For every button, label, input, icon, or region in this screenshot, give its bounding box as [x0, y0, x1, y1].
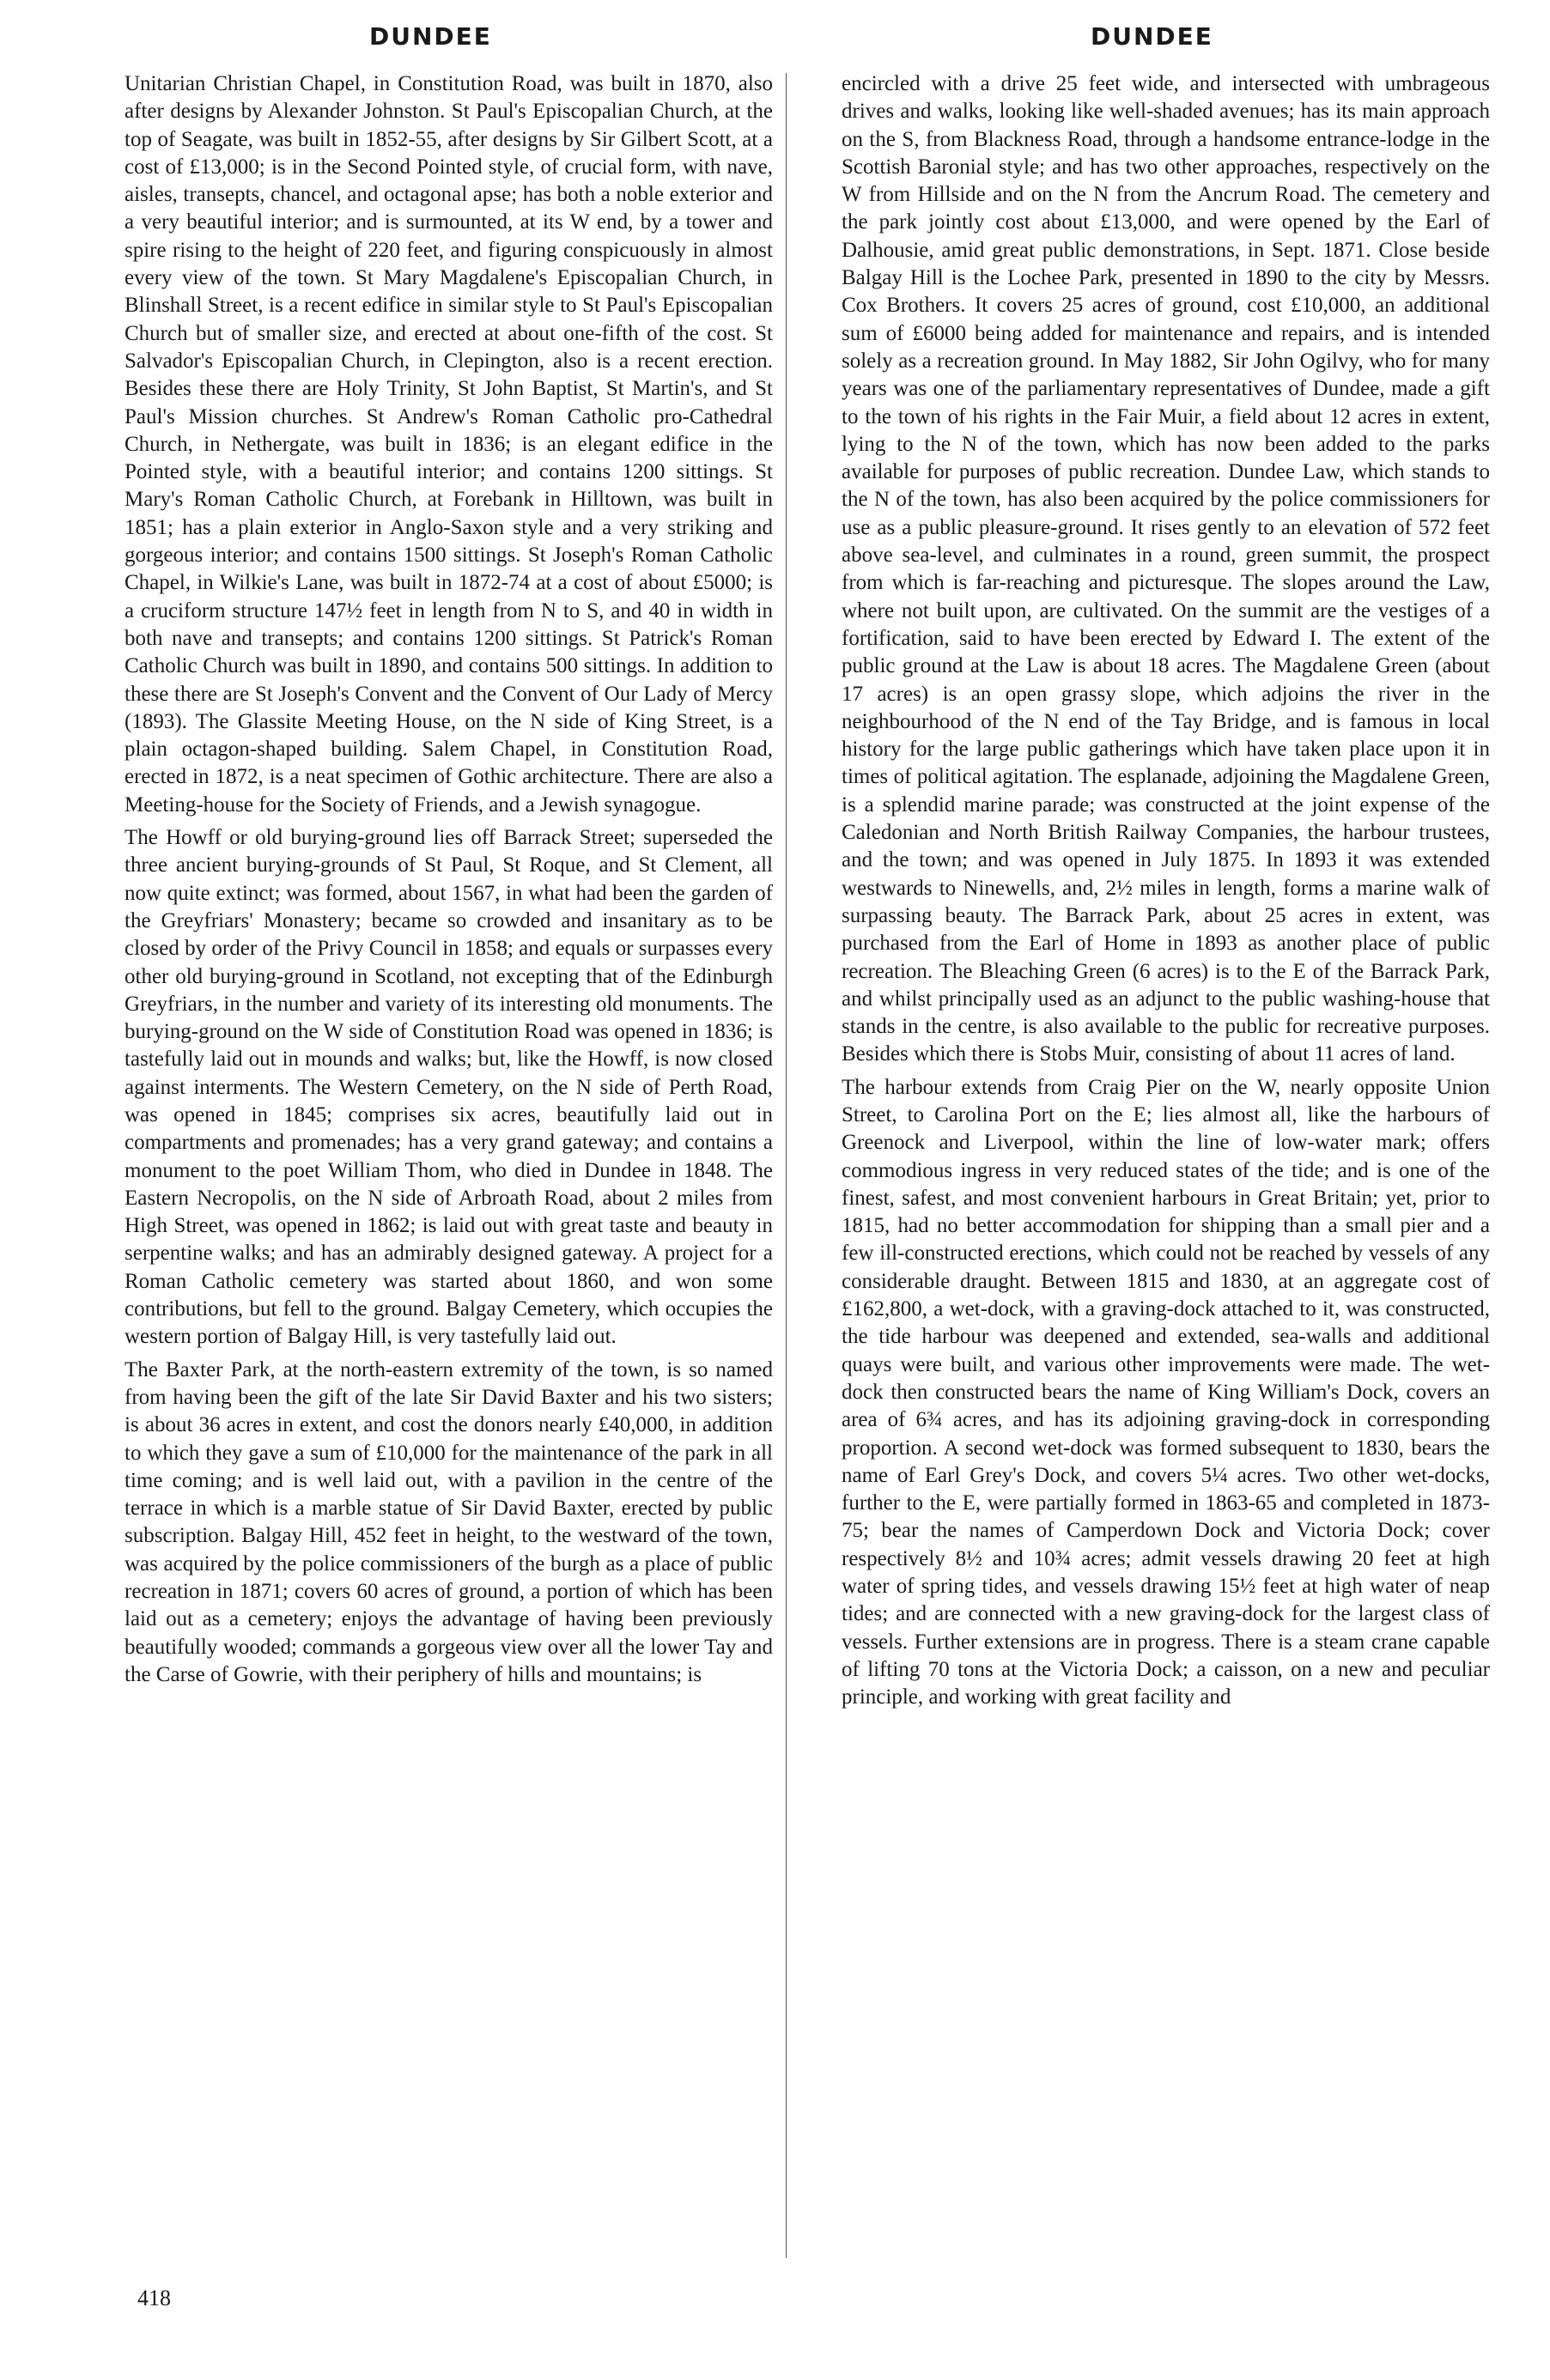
paragraph-harbour: The harbour extends from Craig Pier on the W, nearly opposite Union Street, to Carolina Port on the E; lies almost all, like the harbours of Greenock and Liverpool, within the line of low-water mark; offers commodious ingress in very reduced states of the tide; and is one of the finest, safest, and most convenient harbours in Great Britain; yet, prior to 1815, had no better accommodation for shipping than a small pier and a few ill-constructed erections, which could not be reached by vessels of any considerable draught. Between 1815 and 1830, at an aggregate cost of £162,800, a wet-dock, with a graving-dock attached to it, was constructed, the tide harbour was deepened and extended, sea-walls and additional quays were built, and various other improvements were made. The wet-dock then constructed bears the name of King William's Dock, covers an area of 6¾ acres, and has its adjoining graving-dock in corresponding proportion. A second wet-dock was formed subsequent to 1830, bears the name of Earl Grey's Dock, and covers 5¼ acres. Two other wet-docks, further to the E, were partially formed in 1863-65 and completed in 1873-75; bear the names of Camperdown Dock and Victoria Dock; cover respectively 8½ and 10¾ acres; admit vessels drawing 20 feet at high water of spring tides, and vessels drawing 15½ feet at high water of neap tides; and are connected with a new graving-dock for the largest class of vessels. Further extensions are in progress. There is a steam crane capable of lifting 70 tons at the Victoria Dock; a caisson, on a new and peculiar principle, and working with great facility and: [842, 1075, 1490, 1709]
running-head-left: DUNDEE: [369, 22, 492, 51]
left-column: [125, 70, 773, 2281]
text-columns: [125, 70, 1490, 2281]
running-head-right: DUNDEE: [1091, 22, 1213, 51]
paragraph-burying-grounds: The Howff or old burying-ground lies off Barrack Street; superseded the three ancient burying-grounds of St Paul, St Roque, and St Clement, all now quite extinct; was formed, about 1567, in what had been the garden of the Greyfriars' Monastery; became so crowded and insanitary as to be closed by order of the Privy Council in 1858; and equals or surpasses every other old burying-ground in Scotland, not excepting that of the Edinburgh Greyfriars, in the number and variety of its interesting old monuments. The burying-ground on the W side of Constitution Road was opened in 1836; is tastefully laid out in mounds and walks; but, like the Howff, is now closed against interments. The Western Cemetery, on the N side of Perth Road, was opened in 1845; comprises six acres, beautifully laid out in compartments and promenades; has a very grand gateway; and contains a monument to the poet William Thom, who died in Dundee in 1848. The Eastern Necropolis, on the N side of Arbroath Road, about 2 miles from High Street, was opened in 1862; is laid out with great taste and beauty in serpentine walks; and has an admirably designed gateway. A project for a Roman Catholic cemetery was started about 1860, and won some contributions, but fell to the ground. Balgay Cemetery, which occupies the western portion of Balgay Hill, is very tastefully laid out.: [125, 826, 773, 1349]
right-column: [842, 70, 1490, 2281]
running-header: [0, 22, 1550, 57]
paragraph-parks: encircled with a drive 25 feet wide, and intersected with umbrageous drives and walks, looking like well-shaded avenues; has its main approach on the S, from Blackness Road, through a handsome entrance-lodge in the Scottish Baronial style; and has two other approaches, respectively on the W from Hillside and on the N from the Ancrum Road. The cemetery and the park jointly cost about £13,000, and were opened by the Earl of Dalhousie, amid great public demonstrations, in Sept. 1871. Close beside Balgay Hill is the Lochee Park, presented in 1890 to the city by Messrs. Cox Brothers. It covers 25 acres of ground, cost £10,000, an additional sum of £6000 being added for maintenance and repairs, and is intended solely as a recreation ground. In May 1882, Sir John Ogilvy, who for many years was one of the parliamentary representatives of Dundee, made a gift to the town of his rights in the Fair Muir, a field about 12 acres in extent, lying to the N of the town, which has now been added to the parks available for purposes of public recreation. Dundee Law, which stands to the N of the town, has also been acquired by the police commissioners for use as a public pleasure-ground. It rises gently to an elevation of 572 feet above sea-level, and culminates in a round, green summit, the prospect from which is far-reaching and picturesque. The slopes around the Law, where not built upon, are cultivated. On the summit are the vestiges of a fortification, said to have been erected by Edward I. The extent of the public ground at the Law is about 18 acres. The Magdalene Green (about 17 acres) is an open grassy slope, which adjoins the river in the neighbourhood of the N end of the Tay Bridge, and is famous in local history for the large public gatherings which have taken place upon it in times of political agitation. The esplanade, adjoining the Magdalene Green, is a splendid marine parade; was constructed at the joint expense of the Caledonian and North British Railway Companies, the harbour trustees, and the town; and was opened in July 1875. In 1893 it was extended westwards to Ninewells, and, 2½ miles in length, forms a marine walk of surpassing beauty. The Barrack Park, about 25 acres in extent, was purchased from the Earl of Home in 1893 as another place of public recreation. The Bleaching Green (6 acres) is to the E of the Barrack Park, and whilst principally used as an adjunct to the public washing-house that stands in the centre, is also available to the public for recreative purposes. Besides which there is Stobs Muir, consisting of about 11 acres of land.: [842, 72, 1490, 1066]
page-number: 418: [137, 2286, 171, 2310]
paragraph-baxter-park: The Baxter Park, at the north-eastern extremity of the town, is so named from having been the gift of the late Sir David Baxter and his two sisters; is about 36 acres in extent, and cost the donors nearly £40,000, in addition to which they gave a sum of £10,000 for the maintenance of the park in all time coming; and is well laid out, with a pavilion in the centre of the terrace in which is a marble statue of Sir David Baxter, erected by public subscription. Balgay Hill, 452 feet in height, to the westward of the town, was acquired by the police commissioners of the burgh as a place of public recreation in 1871; covers 60 acres of ground, a portion of which has been laid out as a cemetery; enjoys the advantage of having been previously beautifully wooded; commands a gorgeous view over all the lower Tay and the Carse of Gowrie, with their periphery of hills and mountains; is: [125, 1357, 773, 1686]
paragraph-churches: Unitarian Christian Chapel, in Constitution Road, was built in 1870, also after designs by Alexander Johnston. St Paul's Episcopalian Church, at the top of Seagate, was built in 1852-55, after designs by Sir Gilbert Scott, at a cost of £13,000; is in the Second Pointed style, of crucial form, with nave, aisles, transepts, chancel, and octagonal apse; has both a noble exterior and a very beautiful interior; and is surmounted, at its W end, by a tower and spire rising to the height of 220 feet, and figuring conspicuously in almost every view of the town. St Mary Magdalene's Episcopalian Church, in Blinshall Street, is a recent edifice in similar style to St Paul's Episcopalian Church but of smaller size, and erected at about one-fifth of the cost. St Salvador's Episcopalian Church, in Clepington, also is a recent erection. Besides these there are Holy Trinity, St John Baptist, St Martin's, and St Paul's Mission churches. St Andrew's Roman Catholic pro-Cathedral Church, in Nethergate, was built in 1836; is an elegant edifice in the Pointed style, with a beautiful interior; and contains 1200 sittings. St Mary's Roman Catholic Church, at Forebank in Hilltown, was built in 1851; has a plain exterior in Anglo-Saxon style and a very striking and gorgeous interior; and contains 1500 sittings. St Joseph's Roman Catholic Chapel, in Wilkie's Lane, was built in 1872-74 at a cost of about £5000; is a cruciform structure 147½ feet in length from N to S, and 40 in width in both nave and transepts; and contains 1200 sittings. St Patrick's Roman Catholic Church was built in 1890, and contains 500 sittings. In addition to these there are St Joseph's Convent and the Convent of Our Lady of Mercy (1893). The Glassite Meeting House, on the N side of King Street, is a plain octagon-shaped building. Salem Chapel, in Constitution Road, erected in 1872, is a neat specimen of Gothic architecture. There are also a Meeting-house for the Society of Friends, and a Jewish synagogue.: [125, 72, 773, 817]
